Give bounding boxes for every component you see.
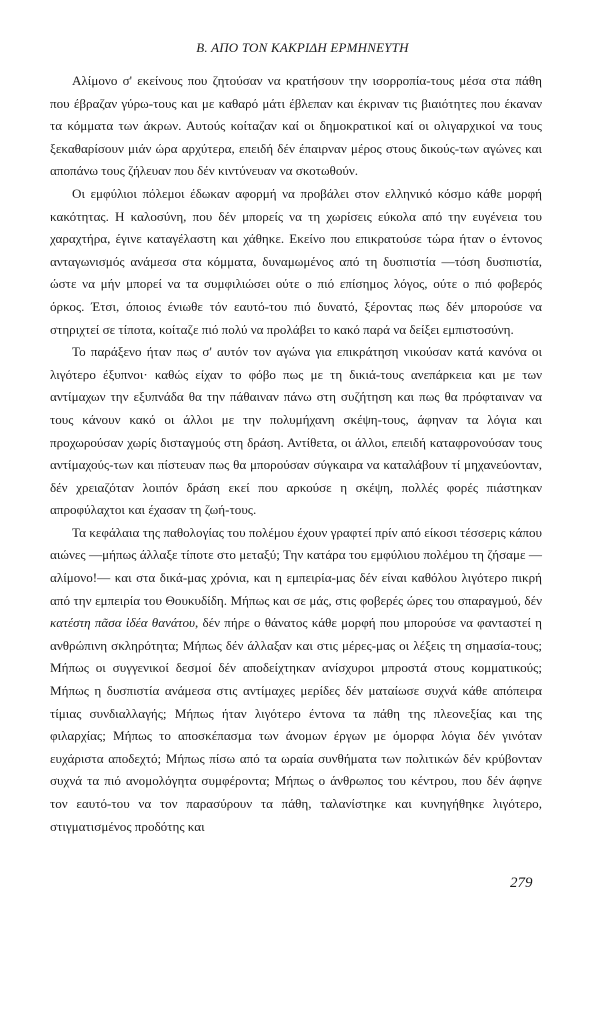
body-text xyxy=(50,70,542,838)
paragraph-4 xyxy=(50,522,542,838)
page-number: 279 xyxy=(510,875,533,891)
running-title: Β. ΑΠΟ ΤΟΝ ΚΑΚΡΙΔΗ ΕΡΜΗΝΕΥΤΗ xyxy=(196,40,409,55)
paragraph-1: Αλίμονο σ' εκείνους που ζητούσαν να κρατήσουν την ισορροπία-τους μέσα στα πάθη που έβραζαν γύρω-τους και με καθαρό μάτι έβλεπαν και έκριναν τις βιαιότητες που έκαναν τα κόμματα των άκρων. Αυτούς κοίταζαν καί οι δημοκρατικοί καί οι ολιγαρχικοί να τους ξεκαθαρίσουν μιάν ώρα αρχύτερα, επειδή δέν έπαιρναν μέρος στους δικούς-των αγώνες και αποπάνω τους ζήλευαν που δέν κιντύνευαν να σκοτωθούν. xyxy=(50,73,542,179)
paragraph-3: Το παράξενο ήταν πως σ' αυτόν τον αγώνα για επικράτηση νικούσαν κατά κανόνα οι λιγότερο έξυπνοι· καθώς είχαν το φόβο πως με τη δικιά-τους ανεπάρκεια και με των αντίμαχων την εξυπνάδα θα την πάθαιναν πάνω στη συζήτηση και πως θα πρόφταιναν να τους κάνουν κακό οι άλλοι με την πολυμήχανη σκέψη-τους, άφηναν τα λόγια και προχωρούσαν χωρίς δισταγμούς στη δράση. Αντίθετα, οι άλλοι, επειδή καταφρονούσαν τους αντίμαχούς-των και πίστευαν πως θα μπορούσαν σύγκαιρα να καταλάβουν τί μηχανεύονταν, δέν χρειαζόταν λοιπόν δράση εκεί που αρκούσε η σκέψη, πολλές φορές πιάστηκαν απροφύλαχτοι και έχασαν τη ζωή-τους. xyxy=(50,344,542,518)
paragraph-2: Οι εμφύλιοι πόλεμοι έδωκαν αφορμή να προβάλει στον ελληνικό κόσμο κάθε μορφή κακότητας. Η καλοσύνη, που δέν μπορείς να τη χωρίσεις εύκολα από την ευγένεια του χαραχτήρα, έγινε καταγέλαστη και χάθηκε. Εκείνο που επικρατούσε τώρα ήταν ο έντονος ανταγωνισμός ανάμεσα στα κόμματα, δυναμωμένος από τη δυσπιστία —τόση δυσπιστία, ώστε να μήν μπορεί να τα συμφιλιώσει ούτε ο πιό επίσημος λόγος, ούτε ο πιό φοβερός όρκος. Έτσι, όποιος ένιωθε τόν εαυτό-του πιό δυνατό, ξέροντας πως δέν μπορούσε να στηριχτεί σε τίποτα, κοίταζε πιό πολύ να προλάβει το κακό παρά να δείξει εμπιστοσύνη. xyxy=(50,185,542,337)
paragraph-4-text-after: , δέν πήρε ο θάνατος κάθε μορφή που μπορούσε να φανταστεί η ανθρώπινη σκληρότητα; Μήπως δέν άλλαξαν και στις μέρες-μας οι λέξεις τη σημασία-τους; Μήπως οι συγγενικοί δεσμοί δέν αποδείχτηκαν ανίσχυροι μπροστά στους κομματικούς; Μήπως η δυσπιστία ανάμεσα στις αντίμαχες μερίδες δέν ματαίωσε συχνά κάθε απόπειρα τίμιας συνδιαλλαγής; Μήπως ήταν λιγότερο έντονα τα πάθη της πλεονεξίας και της φιλαρχίας; Μήπως το αποσκέπασμα των άνομων έργων με όμορφα λόγια δέν γινόταν ευχάριστα αποδεχτό; Μήπως πίσω από τα ωραία συνθήματα των πολιτικών δέν κρύβονταν συχνά τα πιό ανομολόγητα συμφέροντα; Μήπως ο άνθρωπος του κέντρου, που δέν άφηνε τον εαυτό-του να τον παρασύρουν τα πάθη, ταλανίστηκε και κυνηγήθηκε λιγότερο, στιγματισμένος προδότης και xyxy=(50,615,542,834)
paragraph-4-text-before: Τα κεφάλαια της παθολογίας του πολέμου έχουν γραφτεί πρίν από είκοσι τέσσερις κάπου αιώνες —μήπως άλλαξε τίποτε στο μεταξύ; Την κατάρα του εμφύλιου πολέμου τη ζήσαμε —αλίμονο!— και στα δικά-μας χρόνια, και η εμπειρία-μας δέν είναι καθόλου λιγότερο πικρή από την εμπειρία του Θουκυδίδη. Μήπως και σε μάς, στις φοβερές ώρες του σπαραγμού, δέν xyxy=(50,524,542,608)
paragraph-4-quotation: κατέστη πᾶσα ἰδέα θανάτου xyxy=(50,615,195,631)
